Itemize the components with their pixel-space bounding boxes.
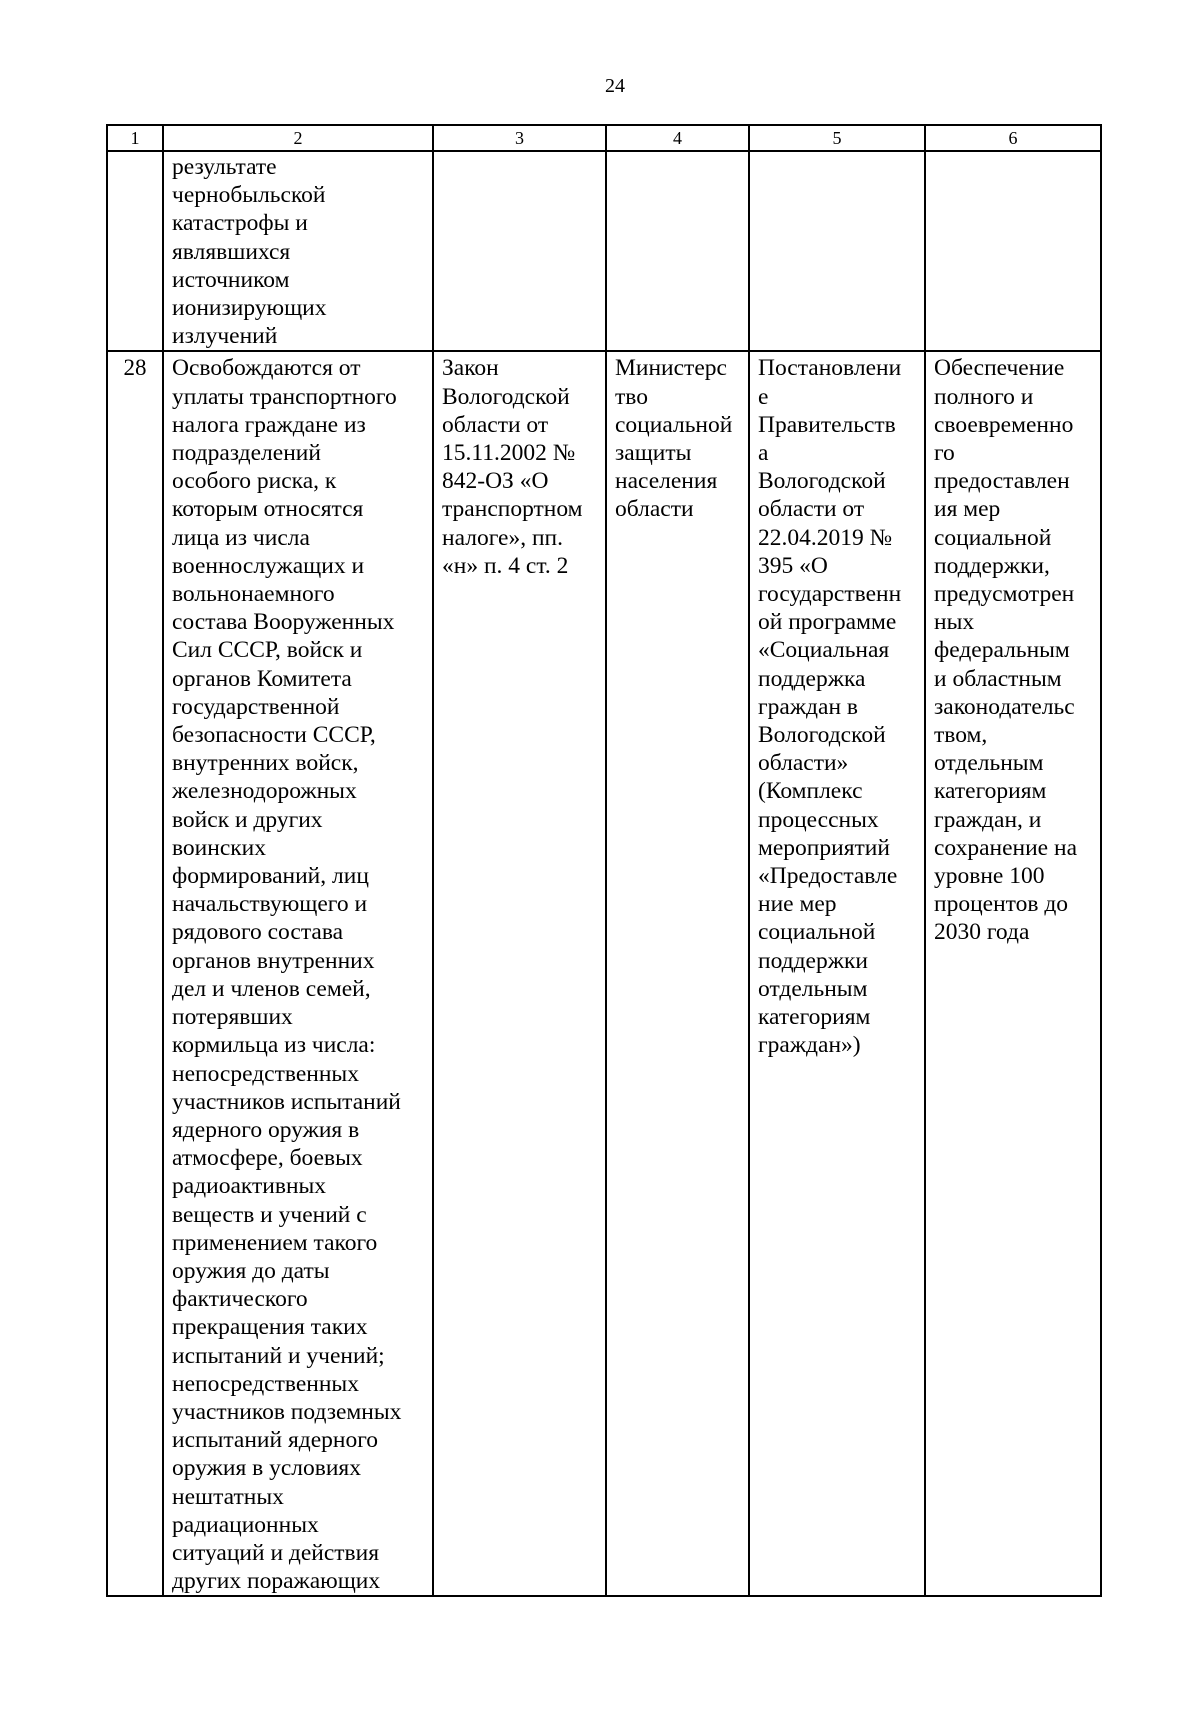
category-text: результате чернобыльской катастрофы и являвшихся источником ионизирующих излучений <box>172 154 327 350</box>
goal-text: Обеспечение полного и своевременно го предоставлен ия мер социальной поддержки, предусмотрен ных федеральным и областным законодательс твом, отдельным категориям граждан, и сохранение на уровне 100 процентов до 2030 года <box>934 355 1077 946</box>
column-header-4: 4 <box>606 125 749 151</box>
responsible-body-text: Министерс тво социальной защиты населения области <box>615 355 733 523</box>
page-number: 24 <box>605 75 625 97</box>
table-row-continuation <box>107 151 1101 351</box>
table-header-row <box>107 125 1101 151</box>
goal-cell <box>925 151 1101 351</box>
goal-cell <box>925 351 1101 1596</box>
program-cell <box>749 351 925 1596</box>
legal-basis-text: Закон Вологодской области от 15.11.2002 № 842-ОЗ «О транспортном налоге», пп. «н» п. 4 ст. 2 <box>442 355 583 579</box>
column-header-2: 2 <box>163 125 433 151</box>
legal-basis-cell <box>433 351 606 1596</box>
category-cell <box>163 351 433 1596</box>
column-header-5: 5 <box>749 125 925 151</box>
legal-basis-cell <box>433 151 606 351</box>
responsible-body-cell <box>606 151 749 351</box>
category-text: Освобождаются от уплаты транспортного налога граждане из подразделений особого риска, к которым относятся лица из числа военнослужащих и вольнонаемного состава Вооруженных Сил СССР, войск и органов Комитета государственной безопасности СССР, внутренних войск, железнодорожных войск и других воинских формирований, лиц начальствующего и рядового состава органов внутренних дел и членов семей, потерявших кормильца из числа: непосредственных участников испытаний ядерного оружия в атмосфере, боевых радиоактивных веществ и учений с применением такого оружия до даты фактического прекращения таких испытаний и учений; непосредственных участников подземных испытаний ядерного оружия в условиях нештатных радиационных ситуаций и действия других поражающих <box>172 355 402 1595</box>
column-header-6: 6 <box>925 125 1101 151</box>
table-row-28 <box>107 351 1101 1596</box>
row-number-cell <box>107 151 163 351</box>
category-cell <box>163 151 433 351</box>
benefits-table <box>106 124 1102 1597</box>
program-text: Постановлени е Правительств а Вологодской области от 22.04.2019 № 395 «О государственн ой программе «Социальная поддержка граждан в Вологодской области» (Комплекс процессных мероприятий «Предоставле ние мер социальной поддержки отдельным категориям граждан») <box>758 355 902 1059</box>
responsible-body-cell <box>606 351 749 1596</box>
column-header-1: 1 <box>107 125 163 151</box>
column-header-3: 3 <box>433 125 606 151</box>
program-cell <box>749 151 925 351</box>
row-number: 28 <box>123 355 147 381</box>
row-number-cell <box>107 351 163 1596</box>
